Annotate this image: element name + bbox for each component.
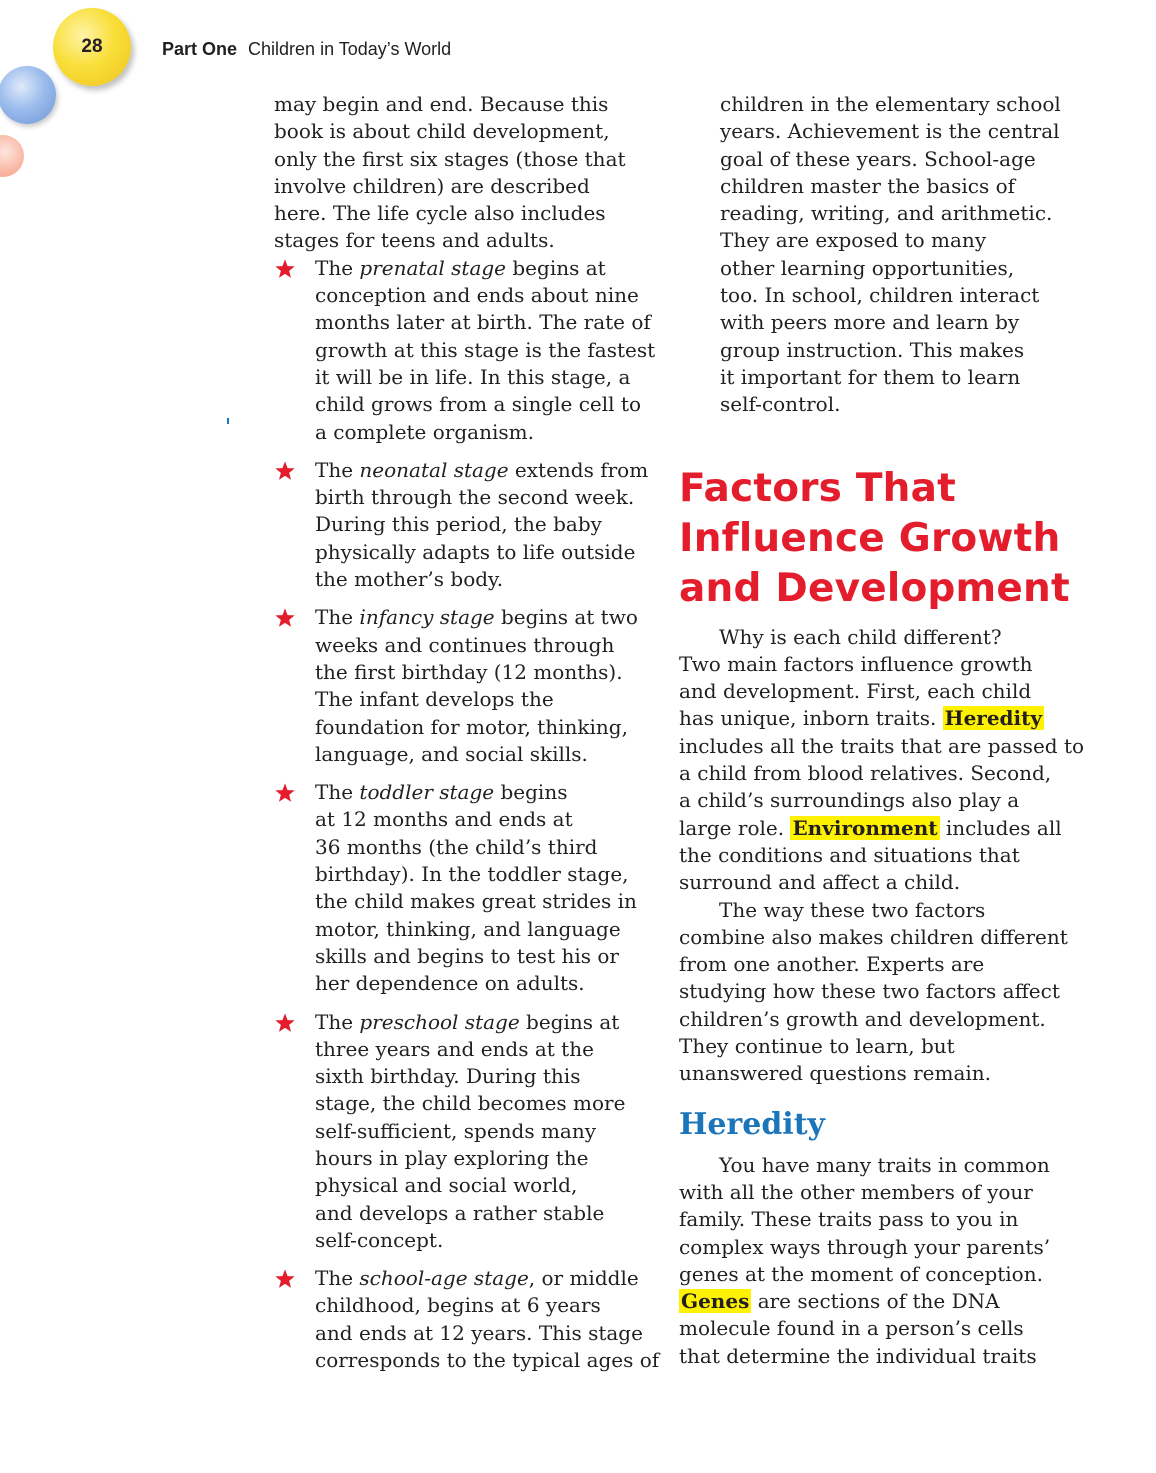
star-bullet-icon [274,258,296,280]
star-bullet-icon [274,1268,296,1290]
stage-item-neonatal: The neonatal stage extends from birth through the second week. During this period, the baby physically adapts to life outside the mother’s body. [274,457,644,593]
stage-term: preschool stage [359,1009,520,1034]
school-age-continuation: children in the elementary school years. Achievement is the central goal of these years. School-age children master the basics of reading, writing, and arithmetic. They are exposed to many other learning opportunities, too. In school, children interact with peers more and learn by group instruction. This makes it important for them to learn self-control. [720,92,1061,417]
stage-term: neonatal stage [359,457,509,482]
decorative-blue-circle [0,66,56,124]
intro-paragraph: may begin and end. Because this book is about child development, only the first six stages (those that involve children) are described here. The life cycle also includes stages for teens and adults. [274,92,626,253]
heredity-paragraph: You have many traits in common with all the other members of your family. These traits pass to you in complex ways through your parents’ genes at the moment of conception. Genes are sections of the DNA molecule found in a person’s cells that determine the individual traits [679,1152,1051,1368]
part-label: Part One [162,39,238,59]
right-column [679,91,1085,1370]
part-title: Children in Today’s World [248,39,452,59]
stage-item-preschool: The preschool stage begins at three years and ends at the sixth birthday. During this stage, the child becomes more self-sufficient, spends many hours in play exploring the physical and social world, and develops a rather stable self-concept. [274,1009,644,1255]
section-heading: Factors That Influence Growth and Development [679,465,1070,611]
stage-term: school-age stage [359,1266,529,1291]
margin-mark [227,418,229,424]
stage-term: prenatal stage [359,255,507,280]
key-term-environment: Environment [792,815,938,840]
key-term-genes: Genes [681,1289,750,1314]
stage-item-toddler: The toddler stage begins at 12 months and ends at 36 months (the child’s third birthday). In the toddler stage, the child makes great strides in motor, thinking, and language skills and begins to test his or her dependence on adults. [274,779,644,997]
factors-paragraph: Why is each child different? Two main factors influence growth and development. First, each child has unique, inborn traits. Heredity includes all the traits that are passed to a child from blood relatives. Second, a child’s surroundings also play a large role. Environment includes all the conditions and situations that surround and affect a child. [679,624,1085,895]
running-header [162,39,451,60]
heredity-subheading: Heredity [679,1106,825,1142]
life-stage-list [274,255,660,1375]
stage-item-prenatal: The prenatal stage begins at conception and ends about nine months later at birth. The rate of growth at this stage is the fastest it will be in life. In this stage, a child grows from a single cell to a complete organism. [274,255,644,446]
star-bullet-icon [274,460,296,482]
star-bullet-icon [274,782,296,804]
key-term-heredity: Heredity [944,706,1042,731]
star-bullet-icon [274,607,296,629]
page-number-badge [53,8,131,86]
stage-term: infancy stage [359,605,495,630]
left-column [274,91,660,1385]
combine-paragraph: The way these two factors combine also makes children different from one another. Experts are studying how these two factors affect children’s growth and development. They continue to learn, but unanswered questions remain. [679,897,1068,1086]
star-bullet-icon [274,1012,296,1034]
stage-term: toddler stage [359,780,495,805]
decorative-pink-circle [0,135,24,177]
stage-item-school-age: The school-age stage, or middle childhood, begins at 6 years and ends at 12 years. This stage corresponds to the typical ages of [274,1265,644,1374]
page-number: 28 [81,36,103,57]
stage-item-infancy: The infancy stage begins at two weeks and continues through the first birthday (12 months). The infant develops the foundation for motor, thinking, language, and social skills. [274,604,644,768]
